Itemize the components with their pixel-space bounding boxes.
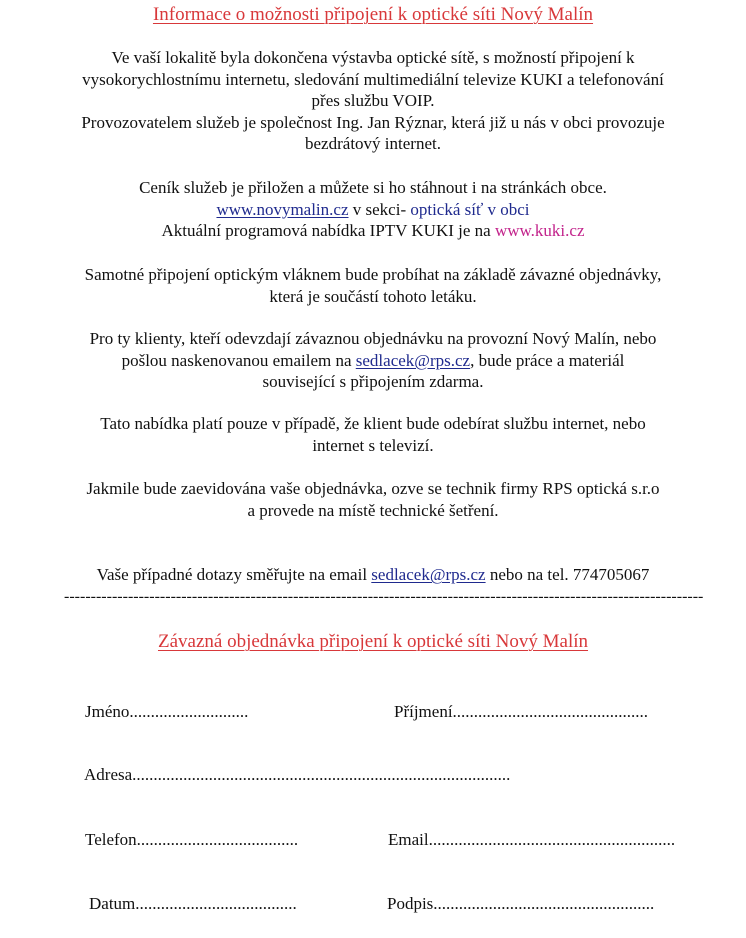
technician-line-2: a provede na místě technické šetření. bbox=[247, 500, 499, 520]
sedlacek-email-link[interactable]: sedlacek@rps.cz bbox=[355, 350, 471, 370]
intro-line-2: vysokorychlostnímu internetu, sledování multimediální televize KUKI a telefonování bbox=[82, 69, 664, 89]
kuki-offer-text: Aktuální programová nabídka IPTV KUKI je na bbox=[161, 221, 495, 240]
last-name-field[interactable]: Příjmení.............................................. bbox=[394, 702, 649, 721]
cut-separator: ------------------------------------------------------------------------------------------------------------------------ bbox=[64, 588, 704, 605]
kuki-website-link[interactable]: www.kuki.cz bbox=[494, 221, 585, 240]
contact-text-a: Vaše případné dotazy směřujte na email bbox=[96, 565, 372, 584]
offer-condition-paragraph bbox=[0, 413, 746, 456]
optical-network-section-link[interactable]: optická síť v obci bbox=[410, 199, 530, 219]
technician-paragraph bbox=[0, 478, 746, 521]
order-title: Závazná objednávka připojení k optické síti Nový Malín bbox=[157, 631, 589, 652]
signature-field[interactable]: Podpis.................................................... bbox=[387, 894, 655, 913]
offer-condition-line-1: Tato nabídka platí pouze v případě, že klient bude odebírat službu internet, nebo bbox=[100, 414, 646, 433]
free-install-text-b: , bude práce a materiál bbox=[470, 350, 625, 370]
offer-condition-line-2: internet s televizí. bbox=[312, 435, 434, 455]
contact-line bbox=[0, 564, 746, 586]
address-field[interactable]: Adresa......................................................................................... bbox=[84, 765, 511, 784]
operator-line-1: Provozovatelem služeb je společnost Ing. Jan Rýznar, která již u nás v obci provozuje bbox=[81, 112, 665, 132]
intro-paragraph bbox=[0, 47, 746, 155]
technician-line-1: Jakmile bude zaevidována vaše objednávka, ozve se technik firmy RPS optická s.r.o bbox=[86, 479, 660, 498]
pricing-line-1: Ceník služeb je přiložen a můžete si ho stáhnout i na stránkách obce. bbox=[139, 178, 607, 197]
contact-phone-text: nebo na tel. 774705067 bbox=[485, 565, 650, 584]
pricing-line-3 bbox=[0, 220, 746, 242]
email-field[interactable]: Email.......................................................... bbox=[388, 830, 676, 849]
info-title: Informace o možnosti připojení k optické síti Nový Malín bbox=[152, 4, 594, 25]
intro-line-1: Ve vaší lokalitě byla dokončena výstavba optické sítě, s možností připojení k bbox=[111, 48, 635, 67]
operator-line-2: bezdrátový internet. bbox=[305, 134, 441, 153]
section-text: v sekci- bbox=[348, 199, 411, 219]
village-website-link[interactable]: www.novymalin.cz bbox=[216, 199, 349, 219]
contact-email-link[interactable]: sedlacek@rps.cz bbox=[371, 565, 486, 584]
connection-paragraph bbox=[0, 264, 746, 307]
date-field[interactable]: Datum...................................... bbox=[89, 894, 297, 913]
pricing-line-2 bbox=[0, 199, 746, 221]
free-install-paragraph bbox=[0, 328, 746, 393]
phone-field[interactable]: Telefon...................................... bbox=[85, 830, 299, 849]
intro-line-3: přes službu VOIP. bbox=[311, 91, 435, 110]
connection-line-1: Samotné připojení optickým vláknem bude probíhat na základě závazné objednávky, bbox=[84, 265, 662, 284]
free-install-line-2 bbox=[0, 350, 746, 372]
free-install-line-3: související s připojením zdarma. bbox=[262, 372, 484, 391]
pricing-paragraph bbox=[0, 177, 746, 242]
connection-line-2: která je součástí tohoto letáku. bbox=[269, 286, 477, 306]
free-install-text-a: pošlou naskenovanou emailem na bbox=[121, 350, 356, 370]
first-name-field[interactable]: Jméno............................ bbox=[85, 702, 249, 721]
free-install-line-1: Pro ty klienty, kteří odevzdají závaznou objednávku na provozní Nový Malín, nebo bbox=[89, 329, 657, 348]
